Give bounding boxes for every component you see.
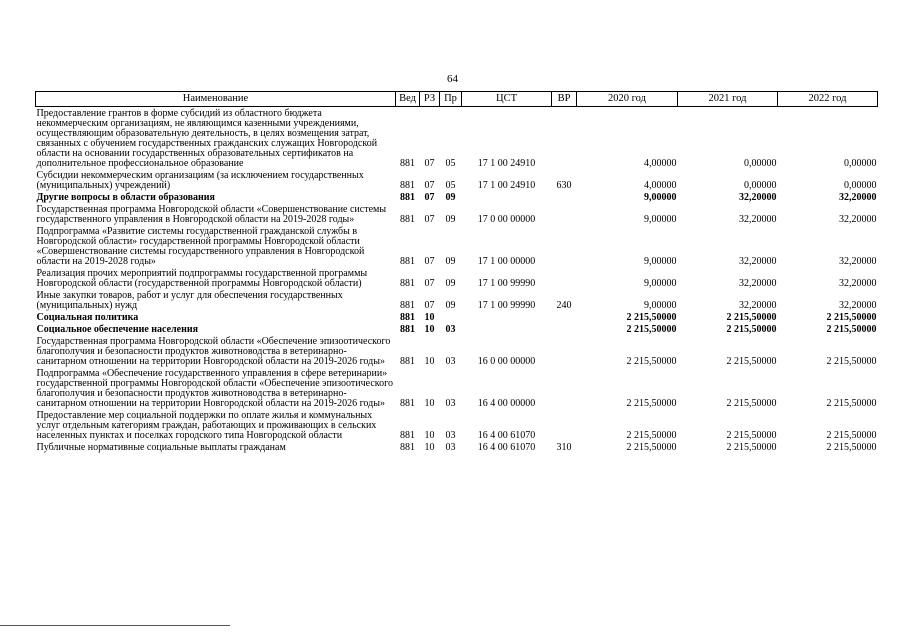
cell-2020: 9,00000 bbox=[644, 256, 677, 267]
cell-rz: 07 bbox=[424, 158, 435, 169]
cell-2022: 32,20000 bbox=[839, 256, 877, 267]
cell-rz: 07 bbox=[424, 214, 435, 225]
table-body bbox=[36, 107, 878, 454]
cell-ved: 881 bbox=[400, 430, 415, 441]
cell-cst: 16 4 00 61070 bbox=[477, 430, 536, 441]
page-number: 64 bbox=[447, 73, 458, 85]
cell-ved: 881 bbox=[400, 398, 415, 409]
table-row bbox=[36, 311, 878, 323]
cell-name: Реализация прочих мероприятий подпрограммы государственной программы Новгородской области (государственной программы Новгородской области) bbox=[36, 268, 368, 289]
cell-2021: 32,20000 bbox=[739, 214, 777, 225]
cell-2022: 0,00000 bbox=[844, 158, 877, 169]
cell-2022: 2 215,50000 bbox=[826, 312, 877, 323]
cell-cst bbox=[462, 323, 552, 335]
cell-ved: 881 bbox=[400, 192, 415, 203]
cell-2022: 2 215,50000 bbox=[826, 442, 877, 453]
cell-vr bbox=[552, 367, 577, 409]
cell-rz: 10 bbox=[424, 324, 435, 335]
cell-2022: 0,00000 bbox=[844, 180, 877, 191]
cell-2020: 4,00000 bbox=[644, 180, 677, 191]
cell-cst: 16 4 00 61070 bbox=[477, 442, 536, 453]
header-cst: ЦСТ bbox=[462, 92, 552, 107]
cell-name: Иные закупки товаров, работ и услуг для обеспечения государственных (муниципальных) нужд bbox=[36, 290, 343, 311]
cell-pr: 03 bbox=[445, 356, 456, 367]
header-pr: Пр bbox=[440, 92, 462, 107]
cell-name: Другие вопросы в области образования bbox=[36, 192, 215, 203]
cell-2020: 2 215,50000 bbox=[626, 442, 677, 453]
cell-cst: 17 1 00 99990 bbox=[477, 300, 536, 311]
cell-2022: 2 215,50000 bbox=[826, 356, 877, 367]
cell-ved: 881 bbox=[400, 256, 415, 267]
cell-2021: 0,00000 bbox=[744, 158, 777, 169]
cell-pr: 03 bbox=[445, 430, 456, 441]
cell-name: Государственная программа Новгородской области «Совершенствование системы государственного управления в Новгородской области на 2019-2028 годы» bbox=[36, 204, 387, 225]
footnote-divider bbox=[0, 625, 230, 626]
cell-vr bbox=[552, 335, 577, 367]
header-2022: 2022 год bbox=[778, 92, 878, 107]
cell-name: Социальная политика bbox=[36, 312, 139, 323]
cell-ved: 881 bbox=[400, 158, 415, 169]
cell-ved: 881 bbox=[400, 180, 415, 191]
cell-2022: 32,20000 bbox=[839, 192, 877, 203]
header-ved: Вед bbox=[396, 92, 420, 107]
header-rz: РЗ bbox=[420, 92, 440, 107]
table-row bbox=[36, 203, 878, 225]
cell-name: Субсидии некоммерческим организациям (за исключением государственных (муниципальных) учреждений) bbox=[36, 170, 364, 191]
cell-2021: 32,20000 bbox=[739, 256, 777, 267]
cell-rz: 10 bbox=[424, 398, 435, 409]
cell-name: Подпрограмма «Развитие системы государственной гражданской службы в Новгородской области» государственной программы Новгородской области «Совершенствование системы государственного управления в Новгородской области на 2019-2028 годы» bbox=[36, 226, 365, 267]
cell-vr bbox=[552, 323, 577, 335]
cell-rz: 07 bbox=[424, 192, 435, 203]
cell-pr: 05 bbox=[445, 158, 456, 169]
cell-2021: 2 215,50000 bbox=[726, 356, 777, 367]
cell-vr bbox=[552, 191, 577, 203]
table-row bbox=[36, 409, 878, 441]
cell-2020: 4,00000 bbox=[644, 158, 677, 169]
cell-cst: 16 4 00 00000 bbox=[477, 398, 536, 409]
cell-cst: 17 1 00 99990 bbox=[477, 278, 536, 289]
cell-2021: 32,20000 bbox=[739, 278, 777, 289]
cell-ved: 881 bbox=[400, 356, 415, 367]
cell-rz: 07 bbox=[424, 300, 435, 311]
table-row bbox=[36, 289, 878, 311]
table-row bbox=[36, 367, 878, 409]
header-2021: 2021 год bbox=[678, 92, 778, 107]
cell-pr: 09 bbox=[445, 192, 456, 203]
cell-pr: 09 bbox=[445, 278, 456, 289]
cell-2021: 2 215,50000 bbox=[726, 430, 777, 441]
header-vr: ВР bbox=[552, 92, 577, 107]
cell-2022: 2 215,50000 bbox=[826, 430, 877, 441]
cell-rz: 07 bbox=[424, 256, 435, 267]
cell-cst: 16 0 00 00000 bbox=[477, 356, 536, 367]
cell-ved: 881 bbox=[400, 324, 415, 335]
cell-pr: 03 bbox=[445, 324, 456, 335]
cell-vr: 240 bbox=[556, 300, 572, 311]
header-2020: 2020 год bbox=[577, 92, 678, 107]
cell-vr bbox=[552, 107, 577, 170]
cell-name: Социальное обеспечение населения bbox=[36, 324, 199, 335]
cell-name: Предоставление грантов в форме субсидий из областного бюджета некоммерческим организациям, не являющимся казенными учреждениями, осуществляющим образовательную деятельность, в целях возмещения затрат, связанных с обучением государственных гражданских служащих Новгородской области на основании государственных образовательных сертификатов на дополнительное профессиональное образование bbox=[36, 108, 378, 169]
table-row bbox=[36, 169, 878, 191]
cell-vr: 310 bbox=[556, 442, 572, 453]
cell-2022: 32,20000 bbox=[839, 278, 877, 289]
cell-vr bbox=[552, 311, 577, 323]
cell-rz: 07 bbox=[424, 180, 435, 191]
cell-pr bbox=[440, 311, 462, 323]
cell-pr: 09 bbox=[445, 300, 456, 311]
cell-ved: 881 bbox=[400, 278, 415, 289]
cell-ved: 881 bbox=[400, 300, 415, 311]
cell-name: Предоставление мер социальной поддержки по оплате жилья и коммунальных услуг отдельным категориям граждан, работающих и проживающих в сельских населенных пунктах и поселках городского типа Новгородской области bbox=[36, 410, 377, 441]
cell-name: Государственная программа Новгородской области «Обеспечение эпизоотического благополучия и безопасности продуктов животноводства в ветеринарно-санитарном отношении на территории Новгородской области на 2019-2026 годы» bbox=[36, 336, 391, 367]
cell-name: Публичные нормативные социальные выплаты гражданам bbox=[36, 442, 286, 453]
cell-2022: 2 215,50000 bbox=[826, 398, 877, 409]
cell-vr bbox=[552, 409, 577, 441]
cell-2020: 2 215,50000 bbox=[626, 312, 677, 323]
cell-2020: 9,00000 bbox=[644, 214, 677, 225]
cell-2022: 32,20000 bbox=[839, 214, 877, 225]
cell-cst: 17 0 00 00000 bbox=[477, 214, 536, 225]
cell-vr bbox=[552, 225, 577, 267]
cell-2022: 2 215,50000 bbox=[826, 324, 877, 335]
cell-pr: 09 bbox=[445, 214, 456, 225]
cell-2022: 32,20000 bbox=[839, 300, 877, 311]
cell-2020: 2 215,50000 bbox=[626, 430, 677, 441]
cell-name: Подпрограмма «Обеспечение государственного управления в сфере ветеринарии» государственной программы Новгородской области «Обеспечение эпизоотического благополучия и безопасности продуктов животноводства в ветеринарно-санитарном отношении на территории Новгородской области на 2019-2026 годы» bbox=[36, 368, 393, 409]
cell-vr bbox=[552, 267, 577, 289]
cell-2021: 2 215,50000 bbox=[726, 312, 777, 323]
cell-rz: 10 bbox=[424, 356, 435, 367]
cell-rz: 10 bbox=[424, 442, 435, 453]
table-row bbox=[36, 107, 878, 170]
cell-2020: 9,00000 bbox=[644, 278, 677, 289]
cell-2020: 9,00000 bbox=[644, 300, 677, 311]
cell-2021: 32,20000 bbox=[739, 192, 777, 203]
cell-ved: 881 bbox=[400, 214, 415, 225]
table-row bbox=[36, 441, 878, 453]
cell-ved: 881 bbox=[400, 312, 415, 323]
cell-2021: 0,00000 bbox=[744, 180, 777, 191]
table-row bbox=[36, 323, 878, 335]
cell-2020: 2 215,50000 bbox=[626, 356, 677, 367]
header-name: Наименование bbox=[36, 92, 396, 107]
cell-pr: 03 bbox=[445, 398, 456, 409]
cell-cst: 17 1 00 24910 bbox=[477, 158, 536, 169]
header-row bbox=[36, 92, 878, 107]
cell-rz: 10 bbox=[424, 430, 435, 441]
cell-2021: 2 215,50000 bbox=[726, 398, 777, 409]
cell-2020: 2 215,50000 bbox=[626, 398, 677, 409]
table-row bbox=[36, 191, 878, 203]
table-row bbox=[36, 335, 878, 367]
cell-pr: 05 bbox=[445, 180, 456, 191]
cell-vr: 630 bbox=[556, 180, 572, 191]
cell-vr bbox=[552, 203, 577, 225]
cell-2021: 2 215,50000 bbox=[726, 324, 777, 335]
cell-pr: 09 bbox=[445, 256, 456, 267]
cell-cst bbox=[462, 311, 552, 323]
budget-table bbox=[35, 91, 878, 453]
cell-cst: 17 1 00 00000 bbox=[477, 256, 536, 267]
cell-ved: 881 bbox=[400, 442, 415, 453]
cell-2020: 9,00000 bbox=[644, 192, 677, 203]
table-row bbox=[36, 267, 878, 289]
cell-rz: 07 bbox=[424, 278, 435, 289]
cell-2021: 32,20000 bbox=[739, 300, 777, 311]
cell-cst bbox=[462, 191, 552, 203]
cell-rz: 10 bbox=[424, 312, 435, 323]
cell-cst: 17 1 00 24910 bbox=[477, 180, 536, 191]
cell-2020: 2 215,50000 bbox=[626, 324, 677, 335]
cell-pr: 03 bbox=[445, 442, 456, 453]
cell-2021: 2 215,50000 bbox=[726, 442, 777, 453]
table-row bbox=[36, 225, 878, 267]
